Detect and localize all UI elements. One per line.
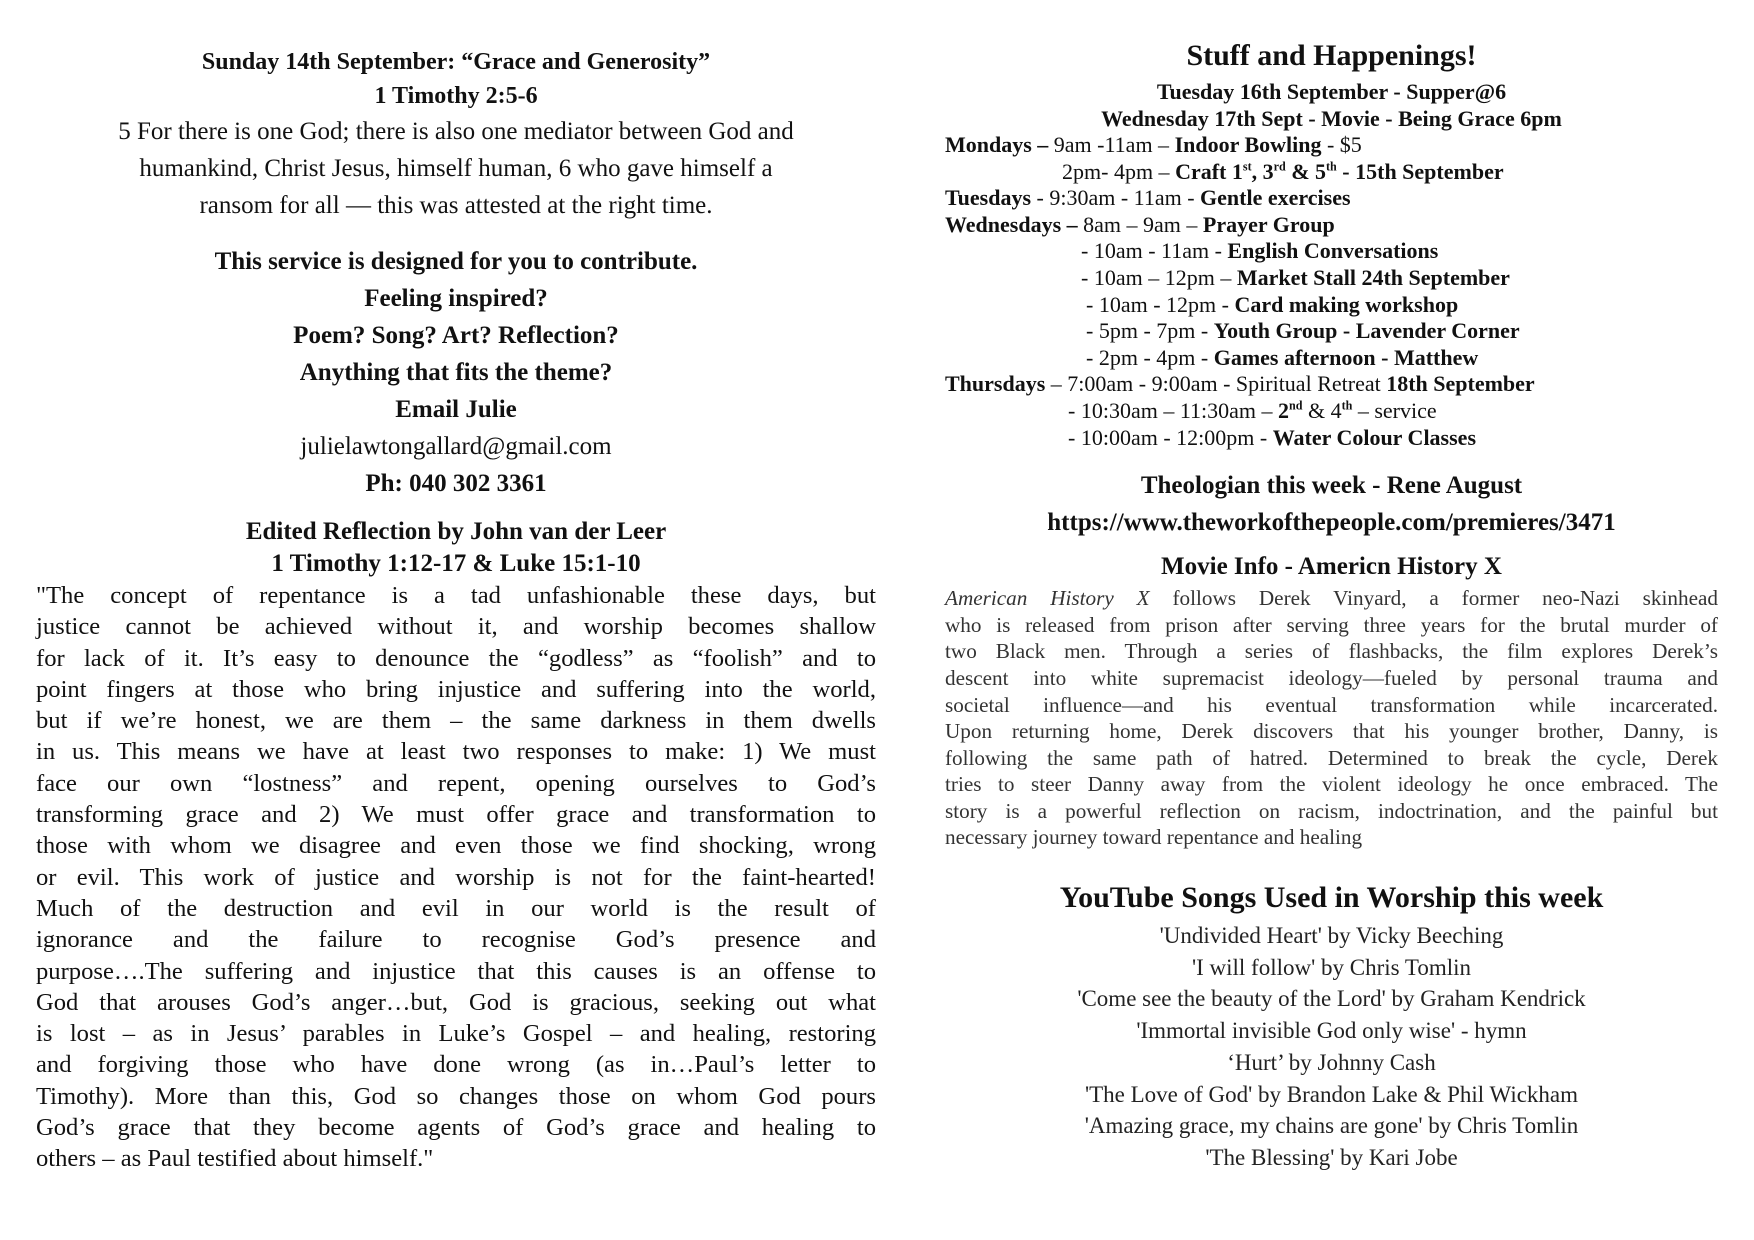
reflection-line: point fingers at those who bring injustice and suffering into the world,: [36, 675, 876, 703]
weekly-schedule: [945, 132, 1718, 451]
reflection-scripture-ref: 1 Timothy 1:12-17 & Luke 15:1-10: [271, 550, 641, 577]
reflection-line: but if we’re honest, we are them – the same darkness in them dwells: [36, 707, 876, 735]
reflection-line: is lost – as in Jesus’ parables in Luke’s Gospel – and healing, restoring: [36, 1020, 876, 1048]
schedule-event: 18th September: [1386, 371, 1535, 397]
event-part: 2: [1278, 397, 1289, 423]
schedule-time: 9am -11am –: [1048, 132, 1175, 157]
schedule-event: Card making workshop: [1234, 291, 1459, 317]
movie-description: [945, 585, 1718, 851]
schedule-time: - 10:30am – 11:30am –: [1068, 397, 1278, 423]
event-part: , 3: [1251, 158, 1274, 184]
sunday-scripture-ref: 1 Timothy 2:5-6: [374, 83, 538, 109]
schedule-time: – 7:00am - 9:00am - Spiritual Retreat: [1045, 371, 1387, 397]
schedule-row: [945, 318, 1718, 345]
reflection-text: [36, 580, 876, 1175]
movie-line: societal influence—and his eventual transformation while incarcerated.: [945, 692, 1718, 717]
schedule-event: Prayer Group: [1202, 211, 1335, 237]
reflection-line: face our own “lostness” and repent, opening ourselves to God’s: [36, 769, 876, 797]
event-part: & 5: [1285, 158, 1327, 184]
reflection-line: purpose….The suffering and injustice that this causes is an offense to: [36, 957, 876, 985]
contact-email[interactable]: julielawtongallard@gmail.com: [300, 433, 612, 460]
movie-line: who is released from prison after serving three years for the brutal murder of: [945, 612, 1718, 637]
scripture-verse: [36, 113, 876, 224]
day-label: Thursdays: [945, 371, 1046, 397]
movie-name: American History X: [945, 586, 1150, 611]
song-item: 'The Love of God' by Brandon Lake & Phil Wickham: [1084, 1081, 1579, 1107]
schedule-row: [945, 345, 1718, 372]
songs-list: [945, 920, 1718, 1174]
verse-line: humankind, Christ Jesus, himself human, 6 who gave himself a: [139, 155, 773, 182]
song-item: 'Immortal invisible God only wise' - hymn: [1136, 1018, 1527, 1044]
movie-info-title: Movie Info - Americn History X: [1161, 553, 1502, 581]
schedule-event: Youth Group - Lavender Corner: [1213, 318, 1520, 344]
schedule-event: Games afternoon - Matthew: [1213, 344, 1479, 370]
schedule-row-wednesday: [945, 212, 1718, 239]
schedule-time: 2pm- 4pm –: [1062, 158, 1176, 184]
song-item: 'Amazing grace, my chains are gone' by Chris Tomlin: [1084, 1113, 1579, 1139]
schedule-time: 8am – 9am –: [1077, 211, 1203, 237]
schedule-time: - 10am - 11am -: [1081, 238, 1228, 264]
movie-line: necessary journey toward repentance and healing: [945, 825, 1363, 850]
schedule-event: Gentle exercises: [1200, 185, 1351, 211]
reflection-line: Timothy). More than this, God so changes those on whom God pours: [36, 1082, 876, 1110]
youtube-songs-title: YouTube Songs Used in Worship this week: [1059, 881, 1604, 915]
schedule-time: - 9:30am - 11am -: [1031, 185, 1201, 211]
song-item: 'Undivided Heart' by Vicky Beeching: [1159, 923, 1504, 949]
schedule-event: Indoor Bowling: [1174, 132, 1322, 157]
schedule-event: English Conversations: [1227, 238, 1439, 264]
event-part: & 4: [1302, 397, 1342, 423]
song-item: 'I will follow' by Chris Tomlin: [1191, 954, 1472, 980]
reflection-line: justice cannot be achieved without it, and worship becomes shallow: [36, 613, 876, 641]
theologian-heading: Theologian this week - Rene August: [1140, 472, 1523, 500]
highlight-event: Tuesday 16th September - Supper@6: [1156, 79, 1507, 104]
schedule-row-thursday: [945, 371, 1718, 398]
movie-line: two Black men. Through a series of flashbacks, the film explores Derek’s: [945, 639, 1718, 664]
contribute-line: This service is designed for you to contribute.: [214, 248, 698, 275]
movie-line: descent into white supremacist ideology—fueled by personal trauma and: [945, 665, 1718, 690]
movie-line: following the same path of hatred. Determined to break the cycle, Derek: [945, 745, 1718, 770]
schedule-event: [1278, 398, 1302, 423]
ordinal: nd: [1289, 398, 1303, 413]
happenings-title: Stuff and Happenings!: [1186, 39, 1477, 72]
reflection-line: others – as Paul testified about himself.": [36, 1145, 434, 1173]
reflection-line: those with whom we disagree and even those we find shocking, wrong: [36, 832, 876, 860]
reflection-line: transforming grace and 2) We must offer grace and transformation to: [36, 801, 876, 829]
ordinal: th: [1326, 159, 1337, 174]
movie-line: tries to steer Danny away from the violent ideology he once embraced. The: [945, 772, 1718, 797]
schedule-extra: - $5: [1321, 132, 1362, 157]
schedule-row: [945, 159, 1718, 186]
song-item: 'The Blessing' by Kari Jobe: [1205, 1144, 1458, 1170]
schedule-event: Water Colour Classes: [1272, 424, 1476, 450]
song-item: 'Come see the beauty of the Lord' by Graham Kendrick: [1077, 986, 1586, 1012]
event-part: Craft 1: [1175, 158, 1243, 184]
movie-line-text: follows Derek Vinyard, a former neo-Nazi skinhead: [1149, 586, 1718, 611]
day-label: Mondays –: [945, 132, 1049, 157]
movie-line: story is a powerful reflection on racism, indoctrination, and the painful but: [945, 798, 1718, 823]
event-part: – service: [1352, 397, 1437, 423]
sunday-title: Sunday 14th September: “Grace and Generosity”: [201, 49, 711, 75]
verse-line: 5 For there is one God; there is also one mediator between God and: [118, 118, 794, 145]
movie-line: [945, 585, 1718, 612]
theologian-link[interactable]: https://www.theworkofthepeople.com/premieres/3471: [1047, 509, 1616, 537]
schedule-event: [1175, 159, 1504, 184]
schedule-time: - 10:00am - 12:00pm -: [1068, 424, 1273, 450]
schedule-time: - 2pm - 4pm -: [1086, 344, 1214, 370]
contact-phone: Ph: 040 302 3361: [365, 470, 547, 497]
contribute-box: [36, 243, 876, 502]
schedule-row: [945, 292, 1718, 319]
reflection-line: for lack of it. It’s easy to denounce the “godless” as “foolish” and to: [36, 644, 876, 672]
reflection-line: "The concept of repentance is a tad unfashionable these days, but: [36, 582, 876, 609]
reflection-line: God’s grace that they become agents of God’s grace and healing to: [36, 1114, 876, 1142]
contribute-line: Email Julie: [395, 396, 517, 423]
contribute-line: Anything that fits the theme?: [299, 359, 613, 386]
song-item: ‘Hurt’ by Johnny Cash: [1227, 1049, 1436, 1075]
reflection-line: and forgiving those who have done wrong (as in…Paul’s letter to: [36, 1051, 876, 1079]
schedule-row-monday: [945, 132, 1718, 159]
schedule-row: [945, 238, 1718, 265]
left-column: [36, 0, 876, 1175]
schedule-time: - 10am - 12pm -: [1086, 291, 1235, 317]
ordinal: rd: [1273, 159, 1286, 174]
day-label: Tuesdays: [945, 185, 1032, 211]
movie-line: Upon returning home, Derek discovers that his younger brother, Danny, is: [945, 719, 1718, 744]
day-label: Wednesdays –: [945, 211, 1078, 237]
schedule-time: - 5pm - 7pm -: [1086, 318, 1214, 344]
schedule-event: Market Stall 24th September: [1236, 264, 1510, 290]
ordinal: th: [1341, 398, 1353, 413]
reflection-line: Much of the destruction and evil in our world is the result of: [36, 894, 876, 922]
reflection-line: ignorance and the failure to recognise God’s presence and: [36, 926, 876, 954]
schedule-row: [945, 265, 1718, 292]
reflection-line: or evil. This work of justice and worship is not for the faint-hearted!: [36, 863, 876, 891]
highlight-event: Wednesday 17th Sept - Movie - Being Grace 6pm: [1101, 106, 1562, 131]
contribute-line: Feeling inspired?: [364, 285, 548, 312]
schedule-row: [945, 425, 1718, 452]
reflection-title: Edited Reflection by John van der Leer: [245, 518, 667, 545]
right-column: [945, 0, 1718, 1174]
schedule-time: - 10am – 12pm –: [1081, 264, 1237, 290]
schedule-row-tuesday: [945, 185, 1718, 212]
reflection-line: God that arouses God’s anger…but, God is gracious, seeking out what: [36, 988, 876, 1016]
reflection-line: in us. This means we have at least two responses to make: 1) We must: [36, 738, 876, 766]
schedule-row: [945, 398, 1718, 425]
ordinal: st: [1242, 159, 1252, 174]
contribute-line: Poem? Song? Art? Reflection?: [293, 322, 619, 349]
verse-line: ransom for all — this was attested at the right time.: [199, 192, 713, 219]
event-part: - 15th September: [1336, 158, 1504, 184]
